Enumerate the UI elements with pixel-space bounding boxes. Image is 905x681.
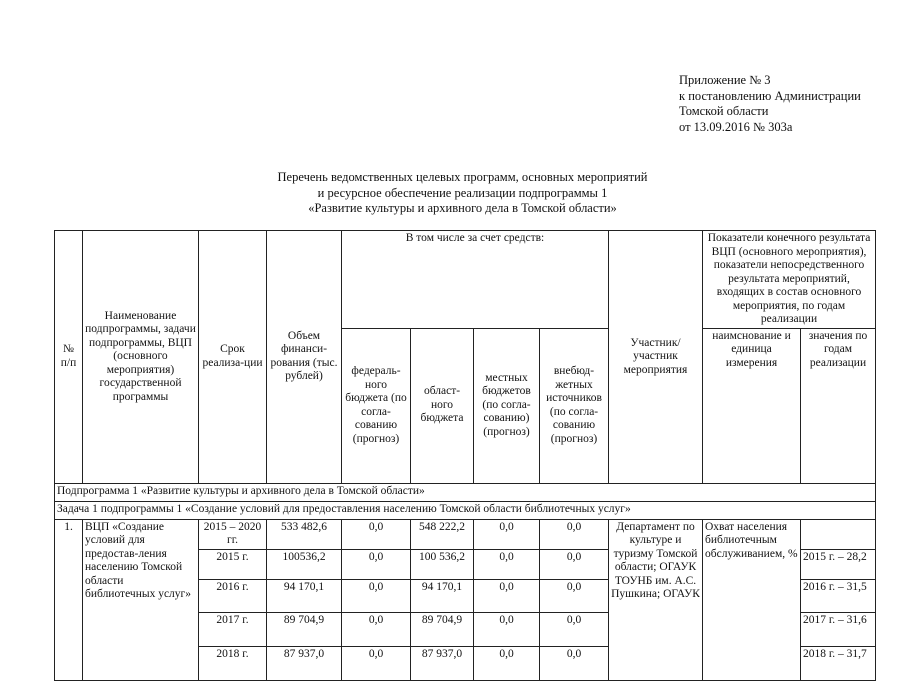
cell-local: 0,0 — [474, 579, 540, 612]
item-num: 1. — [55, 519, 83, 680]
item-indicator: Охват населения библиотечным обслуживанием, % — [703, 519, 801, 680]
cell-extra: 0,0 — [540, 519, 609, 549]
cell-local: 0,0 — [474, 646, 540, 680]
appendix-line: Томской области — [679, 104, 769, 118]
header-extra: внебюд-жетных источников (по согла-сованию (прогноз) — [540, 328, 609, 483]
cell-term: 2015 г. — [199, 549, 267, 579]
cell-federal: 0,0 — [342, 646, 411, 680]
header-indicators-group: Показатели конечного результата ВЦП (основного мероприятия), показатели непосредственного результата мероприятий, входящих в состав основного мероприятия, по годам реализации — [703, 231, 876, 329]
cell-federal: 0,0 — [342, 612, 411, 646]
appendix-line: Приложение № 3 — [679, 73, 771, 87]
title-line: и ресурсное обеспечение реализации подпрограммы 1 — [317, 185, 608, 200]
cell-value: 2018 г. – 31,7 — [801, 646, 876, 680]
cell-federal: 0,0 — [342, 519, 411, 549]
task-row: Задача 1 подпрограммы 1 «Создание условий для предоставления населению Томской области библиотечных услуг» — [55, 501, 876, 519]
cell-regional: 548 222,2 — [411, 519, 474, 549]
cell-extra: 0,0 — [540, 579, 609, 612]
appendix-line: к постановлению Администрации — [679, 88, 861, 103]
header-participant: Участник/ участник мероприятия — [609, 231, 703, 484]
cell-federal: 0,0 — [342, 579, 411, 612]
title-line: «Развитие культуры и архивного дела в Томской области» — [308, 201, 617, 215]
cell-local: 0,0 — [474, 549, 540, 579]
header-regional: област-ного бюджета — [411, 328, 474, 483]
item-name: ВЦП «Создание условий для предостав-ления населению Томской области библиотечных услуг» — [83, 519, 199, 680]
cell-volume: 87 937,0 — [267, 646, 342, 680]
cell-value: 2016 г. – 31,5 — [801, 579, 876, 612]
cell-extra: 0,0 — [540, 612, 609, 646]
item-participant: Департамент по культуре и туризму Томской области; ОГАУК ТОУНБ им. А.С. Пушкина; ОГАУК — [609, 519, 703, 680]
title-line: Перечень ведомственных целевых программ, основных мероприятий — [277, 170, 648, 184]
appendix-block — [679, 73, 861, 135]
cell-value — [801, 519, 876, 549]
cell-local: 0,0 — [474, 519, 540, 549]
cell-regional: 100 536,2 — [411, 549, 474, 579]
header-local: местных бюджетов (по согла-сованию) (прогноз) — [474, 328, 540, 483]
header-num: № п/п — [55, 231, 83, 484]
header-volume: Объем финанси-рования (тыс. рублей) — [267, 231, 342, 484]
cell-regional: 87 937,0 — [411, 646, 474, 680]
cell-value: 2017 г. – 31,6 — [801, 612, 876, 646]
document-title — [0, 170, 905, 217]
cell-extra: 0,0 — [540, 646, 609, 680]
subprogram-row: Подпрограмма 1 «Развитие культуры и архивного дела в Томской области» — [55, 483, 876, 501]
table-row — [55, 519, 876, 549]
header-term: Срок реализа-ции — [199, 231, 267, 484]
cell-local: 0,0 — [474, 612, 540, 646]
cell-volume: 89 704,9 — [267, 612, 342, 646]
cell-term: 2016 г. — [199, 579, 267, 612]
cell-term: 2017 г. — [199, 612, 267, 646]
cell-term: 2015 – 2020 гг. — [199, 519, 267, 549]
appendix-line: от 13.09.2016 № 303а — [679, 119, 793, 134]
header-ind-name: наимснование и единица измерения — [703, 328, 801, 483]
cell-volume: 533 482,6 — [267, 519, 342, 549]
header-federal: федераль-ного бюджета (по согла-сованию (прогноз) — [342, 328, 411, 483]
header-name: Наименование подпрограммы, задачи подпрограммы, ВЦП (основного мероприятия) государственной программы — [83, 231, 199, 484]
cell-value: 2015 г. – 28,2 — [801, 549, 876, 579]
header-sources-group: В том числе за счет средств: — [342, 231, 609, 329]
cell-volume: 94 170,1 — [267, 579, 342, 612]
cell-regional: 89 704,9 — [411, 612, 474, 646]
cell-term: 2018 г. — [199, 646, 267, 680]
header-ind-values: значения по годам реализации — [801, 328, 876, 483]
program-table — [54, 230, 876, 681]
cell-volume: 100536,2 — [267, 549, 342, 579]
cell-extra: 0,0 — [540, 549, 609, 579]
cell-regional: 94 170,1 — [411, 579, 474, 612]
cell-federal: 0,0 — [342, 549, 411, 579]
